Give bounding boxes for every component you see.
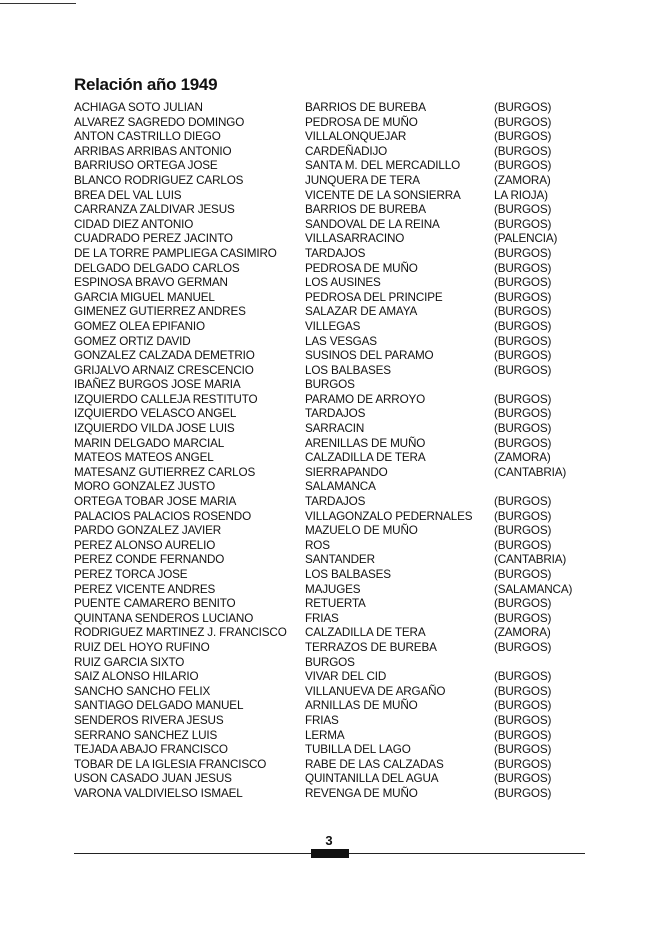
entry-name: PEREZ TORCA JOSE [74,568,188,581]
list-item [74,130,604,145]
list-item [74,553,604,568]
entry-town: CALZADILLA DE TERA [305,451,426,465]
entry-town: CARDEÑADIJO [305,144,388,158]
entry-name: GOMEZ ORTIZ DAVID [74,334,191,348]
entry-province: (SALAMANCA) [494,582,573,596]
entry-name: SANCHO SANCHO FELIX [74,684,211,698]
entry-province: (BURGOS) [494,144,552,158]
entry-name: BLANCO RODRIGUEZ CARLOS [74,173,244,187]
entry-province: (BURGOS) [494,422,552,436]
entry-name: PEREZ ALONSO AURELIO [74,538,216,552]
entry-town: SANTA M. DEL MERCADILLO [305,159,461,173]
entry-province: (BURGOS) [494,772,552,786]
list-item [74,276,604,291]
list-item [74,437,604,452]
entry-name: VARONA VALDIVIELSO ISMAEL [74,786,243,800]
entry-name: PEREZ VICENTE ANDRES [74,582,216,596]
entry-town: SUSINOS DEL PARAMO [305,349,434,363]
entry-province: (BURGOS) [494,713,552,727]
entry-province: (BURGOS) [494,305,552,319]
list-item [74,699,604,714]
entry-province: (ZAMORA) [494,451,551,465]
entry-town: BURGOS [305,655,355,669]
list-item [74,407,604,422]
entry-town: RETUERTA [305,597,366,611]
entry-town: SANTANDER [305,553,375,567]
entry-name: CIDAD DIEZ ANTONIO [74,217,194,231]
entry-town: MAZUELO DE MUÑO [305,524,418,538]
entry-province: (BURGOS) [494,246,552,260]
entry-name: IBAÑEZ BURGOS JOSE MARIA [74,378,241,392]
entry-province: (BURGOS) [494,728,552,742]
entry-town: RABE DE LAS CALZADAS [305,757,444,771]
entry-town: VILLALONQUEJAR [305,130,407,144]
entry-name: QUINTANA SENDEROS LUCIANO [74,611,254,625]
entry-name: USON CASADO JUAN JESUS [74,772,232,786]
list-item [74,291,604,306]
entry-name: PUENTE CAMARERO BENITO [74,597,236,611]
entry-town: TARDAJOS [305,495,366,509]
entry-province: (BURGOS) [494,261,552,275]
list-item [74,495,604,510]
entry-name: GIMENEZ GUTIERREZ ANDRES [74,305,246,319]
entry-province: (BURGOS) [494,290,552,304]
entry-town: ROS [305,538,330,552]
entry-name: IZQUIERDO CALLEJA RESTITUTO [74,392,258,406]
list-item [74,101,604,116]
entry-name: RUIZ DEL HOYO RUFINO [74,640,210,654]
entry-name: CUADRADO PEREZ JACINTO [74,232,233,246]
entry-town: TERRAZOS DE BUREBA [305,640,437,654]
entry-province: (BURGOS) [494,640,552,654]
entry-province: (BURGOS) [494,319,552,333]
entry-town: VILLAGONZALO PEDERNALES [305,509,473,523]
list-item [74,349,604,364]
entry-town: LERMA [305,728,345,742]
entry-town: FRIAS [305,713,339,727]
entry-town: BARRIOS DE BUREBA [305,203,426,217]
entry-town: SARRACIN [305,422,365,436]
entry-town: MAJUGES [305,582,361,596]
entry-town: TARDAJOS [305,246,366,260]
entry-province: (BURGOS) [494,276,552,290]
entry-town: BURGOS [305,378,355,392]
entry-town: PEDROSA DEL PRINCIPE [305,290,443,304]
entry-town: VILLEGAS [305,319,361,333]
entry-town: SALAZAR DE AMAYA [305,305,418,319]
entry-town: ARENILLAS DE MUÑO [305,436,426,450]
page-title: Relación año 1949 [74,75,218,94]
entry-town: PEDROSA DE MUÑO [305,115,418,129]
list-item [74,378,604,393]
entry-province: (BURGOS) [494,407,552,421]
list-item [74,670,604,685]
entry-province: (BURGOS) [494,524,552,538]
entry-town: LAS VESGAS [305,334,377,348]
entry-name: SANTIAGO DELGADO MANUEL [74,699,244,713]
entry-town: REVENGA DE MUÑO [305,786,418,800]
list-item [74,159,604,174]
entry-province: (BURGOS) [494,115,552,129]
entry-province: (BURGOS) [494,495,552,509]
entry-town: JUNQUERA DE TERA [305,173,420,187]
entry-town: VICENTE DE LA SONSIERRA [305,188,461,202]
list-item [74,758,604,773]
list-item [74,656,604,671]
entry-name: TOBAR DE LA IGLESIA FRANCISCO [74,757,267,771]
list-item [74,480,604,495]
entry-town: PARAMO DE ARROYO [305,392,426,406]
entry-name: MATESANZ GUTIERREZ CARLOS [74,465,256,479]
entry-province: (BURGOS) [494,436,552,450]
list-item [74,597,604,612]
names-list [74,101,604,802]
entry-name: IZQUIERDO VELASCO ANGEL [74,407,237,421]
entry-name: ANTON CASTRILLO DIEGO [74,130,221,144]
page-number-box [311,849,349,858]
entry-province: (ZAMORA) [494,173,551,187]
entry-town: QUINTANILLA DEL AGUA [305,772,439,786]
entry-name: RODRIGUEZ MARTINEZ J. FRANCISCO [74,626,287,640]
entry-town: BARRIOS DE BUREBA [305,101,426,114]
list-item [74,232,604,247]
list-item [74,626,604,641]
entry-province: (BURGOS) [494,509,552,523]
list-item [74,145,604,160]
entry-province: (BURGOS) [494,130,552,144]
entry-province: (BURGOS) [494,670,552,684]
entry-province: (BURGOS) [494,597,552,611]
entry-name: ACHIAGA SOTO JULIAN [74,101,203,114]
entry-name: ORTEGA TOBAR JOSE MARIA [74,495,237,509]
entry-province: (BURGOS) [494,349,552,363]
list-item [74,364,604,379]
list-item [74,641,604,656]
entry-province: (BURGOS) [494,334,552,348]
list-item [74,451,604,466]
list-item [74,772,604,787]
entry-name: GRIJALVO ARNAIZ CRESCENCIO [74,363,254,377]
list-item [74,116,604,131]
entry-town: LOS BALBASES [305,568,391,581]
entry-town: PEDROSA DE MUÑO [305,261,418,275]
entry-town: SANDOVAL DE LA REINA [305,217,440,231]
list-item [74,393,604,408]
list-item [74,320,604,335]
entry-province: (CANTABRIA) [494,553,567,567]
entry-province: (BURGOS) [494,757,552,771]
list-item [74,422,604,437]
entry-town: LOS BALBASES [305,363,391,377]
entry-name: ESPINOSA BRAVO GERMAN [74,276,228,290]
entry-province: (BURGOS) [494,786,552,800]
entry-name: MORO GONZALEZ JUSTO [74,480,216,494]
entry-name: PEREZ CONDE FERNANDO [74,553,225,567]
list-item [74,539,604,554]
list-item [74,524,604,539]
entry-town: VILLANUEVA DE ARGAÑO [305,684,446,698]
entry-town: SIERRAPANDO [305,465,388,479]
list-item [74,218,604,233]
entry-town: TUBILLA DEL LAGO [305,743,411,757]
entry-province: (BURGOS) [494,611,552,625]
entry-name: SENDEROS RIVERA JESUS [74,713,224,727]
list-item [74,568,604,583]
entry-name: TEJADA ABAJO FRANCISCO [74,743,228,757]
entry-town: TARDAJOS [305,407,366,421]
entry-name: DELGADO DELGADO CARLOS [74,261,240,275]
entry-name: BREA DEL VAL LUIS [74,188,182,202]
list-item [74,743,604,758]
list-item [74,612,604,627]
entry-town: CALZADILLA DE TERA [305,626,426,640]
list-item [74,685,604,700]
entry-province: (ZAMORA) [494,626,551,640]
list-item [74,583,604,598]
entry-town: VIVAR DEL CID [305,670,387,684]
entry-province: (BURGOS) [494,538,552,552]
entry-name: ALVAREZ SAGREDO DOMINGO [74,115,245,129]
entry-province: (BURGOS) [494,363,552,377]
entry-town: FRIAS [305,611,339,625]
entry-name: DE LA TORRE PAMPLIEGA CASIMIRO [74,246,277,260]
entry-province: (BURGOS) [494,159,552,173]
entry-province: (BURGOS) [494,743,552,757]
entry-province: LA RIOJA) [494,188,548,202]
list-item [74,729,604,744]
entry-name: GONZALEZ CALZADA DEMETRIO [74,349,255,363]
entry-province: (PALENCIA) [494,232,558,246]
entry-province: (BURGOS) [494,217,552,231]
entry-town: VILLASARRACINO [305,232,405,246]
list-item [74,247,604,262]
entry-name: IZQUIERDO VILDA JOSE LUIS [74,422,235,436]
entry-town: SALAMANCA [305,480,376,494]
entry-name: PALACIOS PALACIOS ROSENDO [74,509,252,523]
entry-name: CARRANZA ZALDIVAR JESUS [74,203,235,217]
entry-province: (BURGOS) [494,392,552,406]
list-item [74,305,604,320]
entry-name: MARIN DELGADO MARCIAL [74,436,225,450]
list-item [74,787,604,802]
list-item [74,466,604,481]
entry-name: MATEOS MATEOS ANGEL [74,451,214,465]
list-item [74,203,604,218]
list-item [74,174,604,189]
entry-province: (BURGOS) [494,684,552,698]
page-number: 3 [325,833,333,848]
entry-province: (BURGOS) [494,568,552,581]
entry-province: (BURGOS) [494,101,552,114]
list-item [74,335,604,350]
entry-town: ARNILLAS DE MUÑO [305,699,418,713]
entry-name: RUIZ GARCIA SIXTO [74,655,185,669]
list-item [74,262,604,277]
entry-town: LOS AUSINES [305,276,381,290]
entry-name: SERRANO SANCHEZ LUIS [74,728,218,742]
list-item [74,510,604,525]
entry-province: (BURGOS) [494,203,552,217]
entry-province: (BURGOS) [494,699,552,713]
entry-province: (CANTABRIA) [494,465,567,479]
entry-name: BARRIUSO ORTEGA JOSE [74,159,218,173]
entry-name: SAIZ ALONSO HILARIO [74,670,199,684]
entry-name: PARDO GONZALEZ JAVIER [74,524,222,538]
entry-name: GOMEZ OLEA EPIFANIO [74,319,205,333]
list-item [74,189,604,204]
list-item [74,714,604,729]
top-corner-rule [0,3,76,4]
entry-name: GARCIA MIGUEL MANUEL [74,290,215,304]
entry-name: ARRIBAS ARRIBAS ANTONIO [74,144,232,158]
